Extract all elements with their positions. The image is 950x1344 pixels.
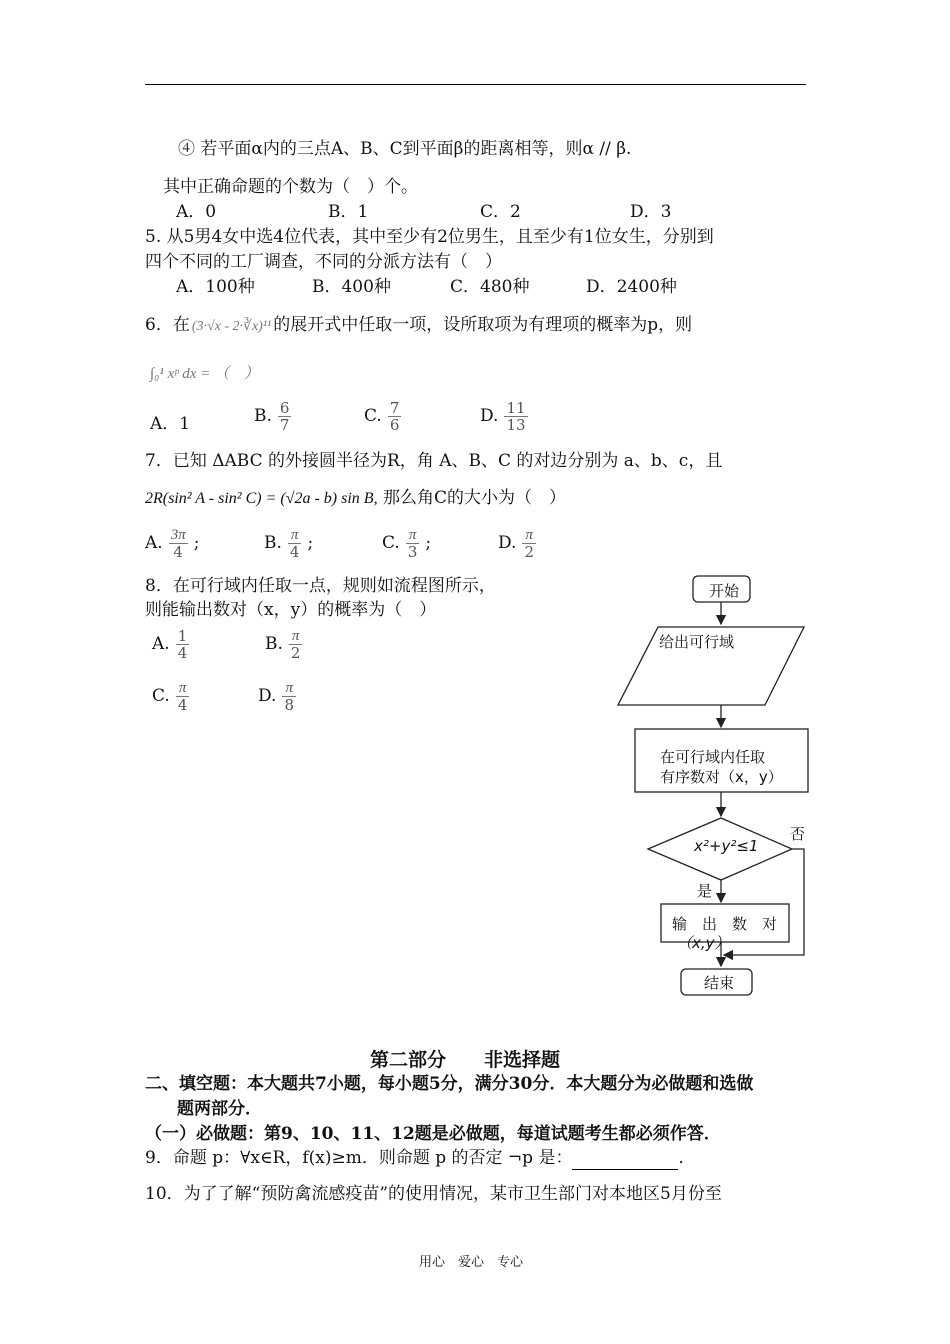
q10-line-1: 10．为了了解“预防禽流感疫苗”的使用情况，某市卫生部门对本地区5月份至 [145,1184,722,1204]
q7-option-b: B. $\frac{\pi}{4}$ ; [264,527,314,561]
section-2-subheading: （一）必做题：第9、10、11、12题是必做题，每道试题考生都必须作答． [145,1124,721,1144]
q6-integral: ∫₀¹ xᵖ dx = （ ） [150,366,259,382]
flowchart-pick-label-1: 在可行域内任取 [660,748,766,766]
q4-option-b: B．1 [328,202,369,222]
q8-line-1: 8．在可行域内任取一点，规则如流程图所示， [145,576,496,596]
q6-option-a: A．1 [150,414,191,434]
statement-4: ④ 若平面α内的三点A、B、C到平面β的距离相等，则α // β. [178,139,632,159]
flowchart-yes-label: 是 [697,882,713,900]
q9-text: 9．命题 p：∀x∈R，f(x)≥m．则命题 p 的否定 ¬p 是： [145,1148,573,1168]
q7-question: 那么角C的大小为（ ） [382,488,566,508]
q4-option-c: C．2 [480,202,521,222]
q9: 9．命题 p：∀x∈R，f(x)≥m．则命题 p 的否定 ¬p 是： ． [145,1148,696,1168]
flowchart-region-label: 给出可行域 [659,633,735,651]
flowchart-condition-label: x²+y²≤1 [694,837,759,855]
q6-binomial-expression: (3·√x - 2·∛x)¹¹ [191,319,272,334]
part-2-title: 第二部分 非选择题 [370,1049,561,1071]
flowchart-pick-label-2: 有序数对（x，y） [660,768,783,786]
q6-option-d: D. $\frac{11}{13}$ [480,399,526,434]
q8-option-a: A. $\frac{1}{4}$ [152,627,188,662]
q4-option-a: A．0 [176,202,217,222]
q7-option-a: A. $\frac{3\pi}{4}$ ; [145,527,200,561]
q5-option-c: C．480种 [450,277,530,297]
q7-option-d: D. $\frac{\pi}{2}$ [498,527,534,561]
q8-option-c: C. $\frac{\pi}{4}$ [152,680,188,714]
flowchart-output-label-1: 输 出 数 对 [672,915,778,933]
q7-option-c: C. $\frac{\pi}{3}$ ; [382,527,432,561]
q4-stem: 其中正确命题的个数为（ ）个。 [163,177,418,197]
q5-option-a: A．100种 [176,277,255,297]
flowchart-no-label: 否 [790,825,806,843]
flowchart-output-label-2: （x,y） [677,934,730,952]
header-rule [145,84,806,85]
q7-equation: 2R(sin² A - sin² C) = (√2a - b) sin B, [145,490,378,507]
page-footer: 用心 爱心 专心 [419,1255,524,1270]
q6-prefix: 6．在 [145,315,190,335]
q6-option-c: C. $\frac{7}{6}$ [364,399,400,434]
q7-line-1: 7．已知 ΔABC 的外接圆半径为R，角 A、B、C 的对边分别为 a、b、c，且 [145,451,723,471]
q4-option-d: D．3 [630,202,672,222]
q7-line-2 [145,486,566,511]
q6-suffix: 的展开式中任取一项，设所取项为有理项的概率为p，则 [273,315,693,335]
q6-stem [145,313,692,339]
q9-answer-blank[interactable] [572,1151,678,1170]
q8-option-b: B. $\frac{\pi}{2}$ [265,628,301,662]
q5-option-d: D．2400种 [586,277,677,297]
q5-option-b: B．400种 [312,277,391,297]
section-2-heading-line-1: 二、填空题：本大题共7小题，每小题5分，满分30分．本大题分为必做题和选做 [145,1074,754,1094]
q5-line-2: 四个不同的工厂调查，不同的分派方法有（ ） [145,252,502,272]
q8-line-2: 则能输出数对（x，y）的概率为（ ） [145,600,437,620]
flowchart-end-label: 结束 [704,974,735,992]
flowchart-start-label: 开始 [709,582,740,600]
q8-option-d: D. $\frac{\pi}{8}$ [258,680,294,714]
q5-line-1: 5. 从5男4女中选4位代表，其中至少有2位男生，且至少有1位女生，分别到 [145,227,714,247]
q6-option-b: B. $\frac{6}{7}$ [254,399,290,434]
section-2-heading-line-2: 题两部分． [177,1099,262,1119]
